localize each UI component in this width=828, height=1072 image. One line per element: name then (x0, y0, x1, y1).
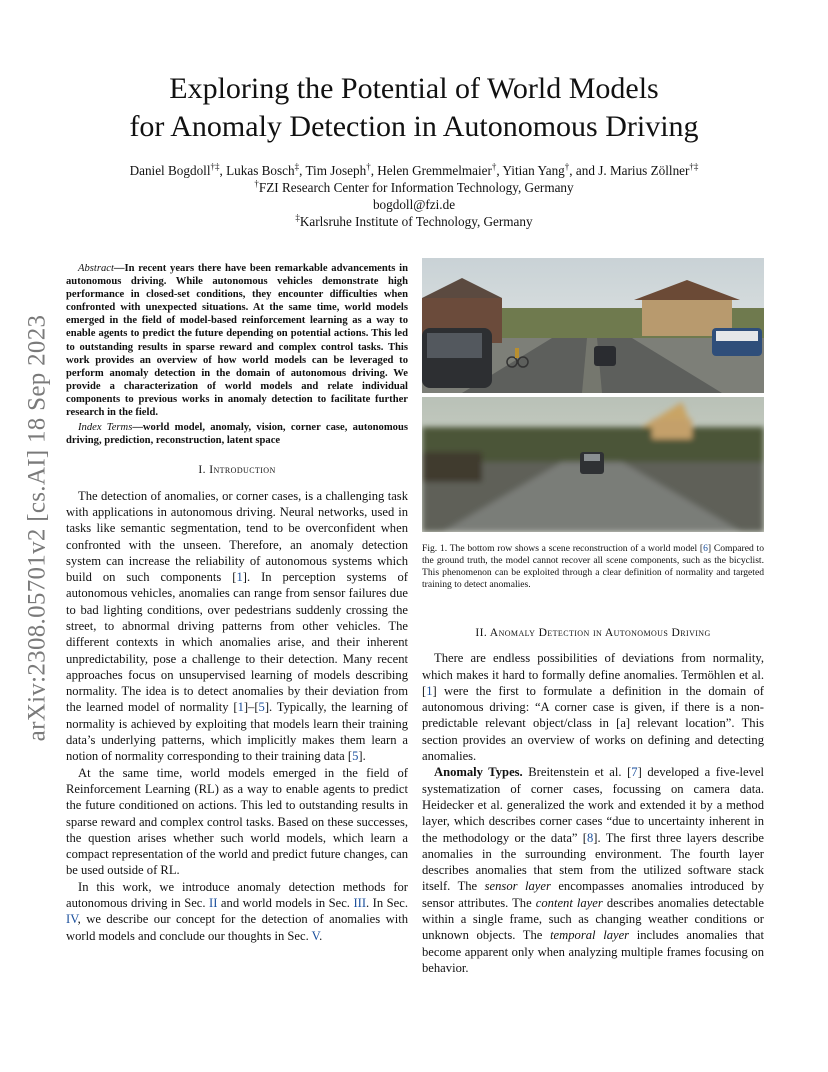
paper-title (60, 70, 768, 146)
author-block (40, 162, 788, 230)
intro-paragraph-3: In this work, we introduce anomaly detection methods for autonomous driving in Sec. II and world models in Sec. III. In Sec. IV, we describe our concept for the detection of anomalies with world models and conclude our thoughts in Sec. V. (66, 879, 408, 943)
citation-link[interactable]: 5 (258, 700, 265, 715)
figure-1-caption: Fig. 1. The bottom row shows a scene reconstruction of a world model [6] Compared to the ground truth, the model cannot recover all scene components, such as the bicyclist. This phenomenon can be exploited through a clear definition of normality and targeted training to detect anomalies. (422, 543, 765, 590)
citation-link[interactable]: 1 (426, 683, 433, 698)
section-heading-anomaly-detection: II. Anomaly Detection in Autonomous Driving (475, 626, 711, 639)
affiliation-fzi: †FZI Research Center for Information Technology, Germany (254, 178, 574, 195)
arxiv-identifier: arXiv:2308.05701v2 [cs.AI] 18 Sep 2023 (23, 314, 50, 741)
ground-truth-scene-image (422, 258, 764, 393)
section2-paragraph-2: Anomaly Types. Breitenstein et al. [7] developed a five-level systematization of corner cases, focussing on camera data. Heidecker et al. generalized the work and extended it by a method layer, which describes corner cases “due to uncertainty inherent in the methodology or the data” [8]. The first three layers describe anomalies in the surrounding environment. The fourth layer describes anomalies that stem from the utilized software stack itself. The sensor layer encompasses anomalies introduced by sensor attributes. The content layer describes anomalies detectable within a single frame, such as changing weather conditions or unknown objects. The temporal layer includes anomalies that become apparent only when analyzing multiple frames focusing on behavior. (422, 765, 765, 975)
index-terms: Index Terms—world model, anomaly, vision, corner case, autonomous driving, prediction, reconstruction, latent space (66, 422, 408, 447)
citation-link[interactable]: 6 (703, 543, 708, 554)
intro-paragraph-2: At the same time, world models emerged in the field of Reinforcement Learning (RL) as a way to enable agents to predict the future conditioned on actions. This led to outstanding results in sparse reward and complex control tasks. Based on these successes, the question arises whether such world models, which learn a compact representation of the world and predict future changes, can be used outside of RL. (66, 765, 408, 878)
reconstruction-scene-image (422, 397, 764, 532)
abstract: Abstract—In recent years there have been remarkable advancements in autonomous driving. While autonomous vehicles demonstrate high performance in closed-set conditions, they encounter difficulties when confronted with unexpected situations. At the same time, world models emerged in the field of model-based reinforcement learning as a way to enable agents to predict the future depending on potential actions. This led to outstanding results in sparse reward and complex control tasks. This work provides an overview of how world models can be leveraged to perform anomaly detection in the domain of autonomous driving. We provide a characterization of world models and relate individual components to previous works in anomaly detection to facilitate further research in the field. (66, 263, 408, 419)
author-list: Daniel Bogdoll†‡, Lukas Bosch‡, Tim Joseph†, Helen Gremmelmaier†, Yitian Yang†, and J. Marius Zöllner†‡ (129, 161, 699, 178)
affiliation-kit: ‡Karlsruhe Institute of Technology, Germany (295, 212, 533, 229)
left-column (66, 262, 408, 944)
section2-paragraph-1: There are endless possibilities of deviations from normality, which makes it hard to formally define anomalies. Termöhlen et al. [1] were the first to formulate a definition in the domain of autonomous driving: “A corner case is given, if there is a non-predictable relevant object/class in [a] relevant location”. This section provides an overview of works on defining and detecting anomalies. (422, 651, 764, 764)
title-line-1: Exploring the Potential of World Models (169, 72, 659, 105)
section-heading-introduction: I. Introduction (198, 463, 276, 477)
figure-1 (422, 258, 764, 533)
intro-paragraph-1: The detection of anomalies, or corner cases, is a challenging task with applications in autonomous driving. Neural networks, used in tasks like semantic segmentation, tend to be overconfident when confronted with the unseen. Therefore, an anomaly detection system can increase the reliability of autonomous systems which build on such components [1]. In perception systems of autonomous vehicles, anomalies can range from sensor failures due to bad lighting conditions, over pedestrians suddenly crossing the street, to abnormal driving patterns from other vehicles. The different contexts in which anomalies arise, and their inherent unpredictability, pose a challenge to their detection. Many recent approaches focus on unsupervised learning of models describing normality. The idea is to detect anomalies by their deviation from the learned model of normality [1]–[5]. Typically, the learning of normality is achieved by exploiting that models learn their training data’s underlying patterns, which implicitly makes them learn a notion of normality corresponding to their training data [5]. (66, 488, 408, 764)
citation-link[interactable]: 1 (236, 570, 243, 585)
right-column (422, 258, 764, 976)
citation-link[interactable]: 7 (631, 765, 638, 780)
citation-link[interactable]: 1 (237, 700, 244, 715)
citation-link[interactable]: 8 (587, 830, 594, 845)
section-link[interactable]: II (209, 896, 218, 911)
title-line-2: for Anomaly Detection in Autonomous Driving (129, 110, 699, 143)
section-link[interactable]: III (353, 896, 367, 911)
author-email: bogdoll@fzi.de (372, 197, 456, 212)
section-link[interactable]: IV (66, 912, 78, 927)
citation-link[interactable]: 5 (352, 749, 359, 764)
section-link[interactable]: V (311, 928, 320, 943)
